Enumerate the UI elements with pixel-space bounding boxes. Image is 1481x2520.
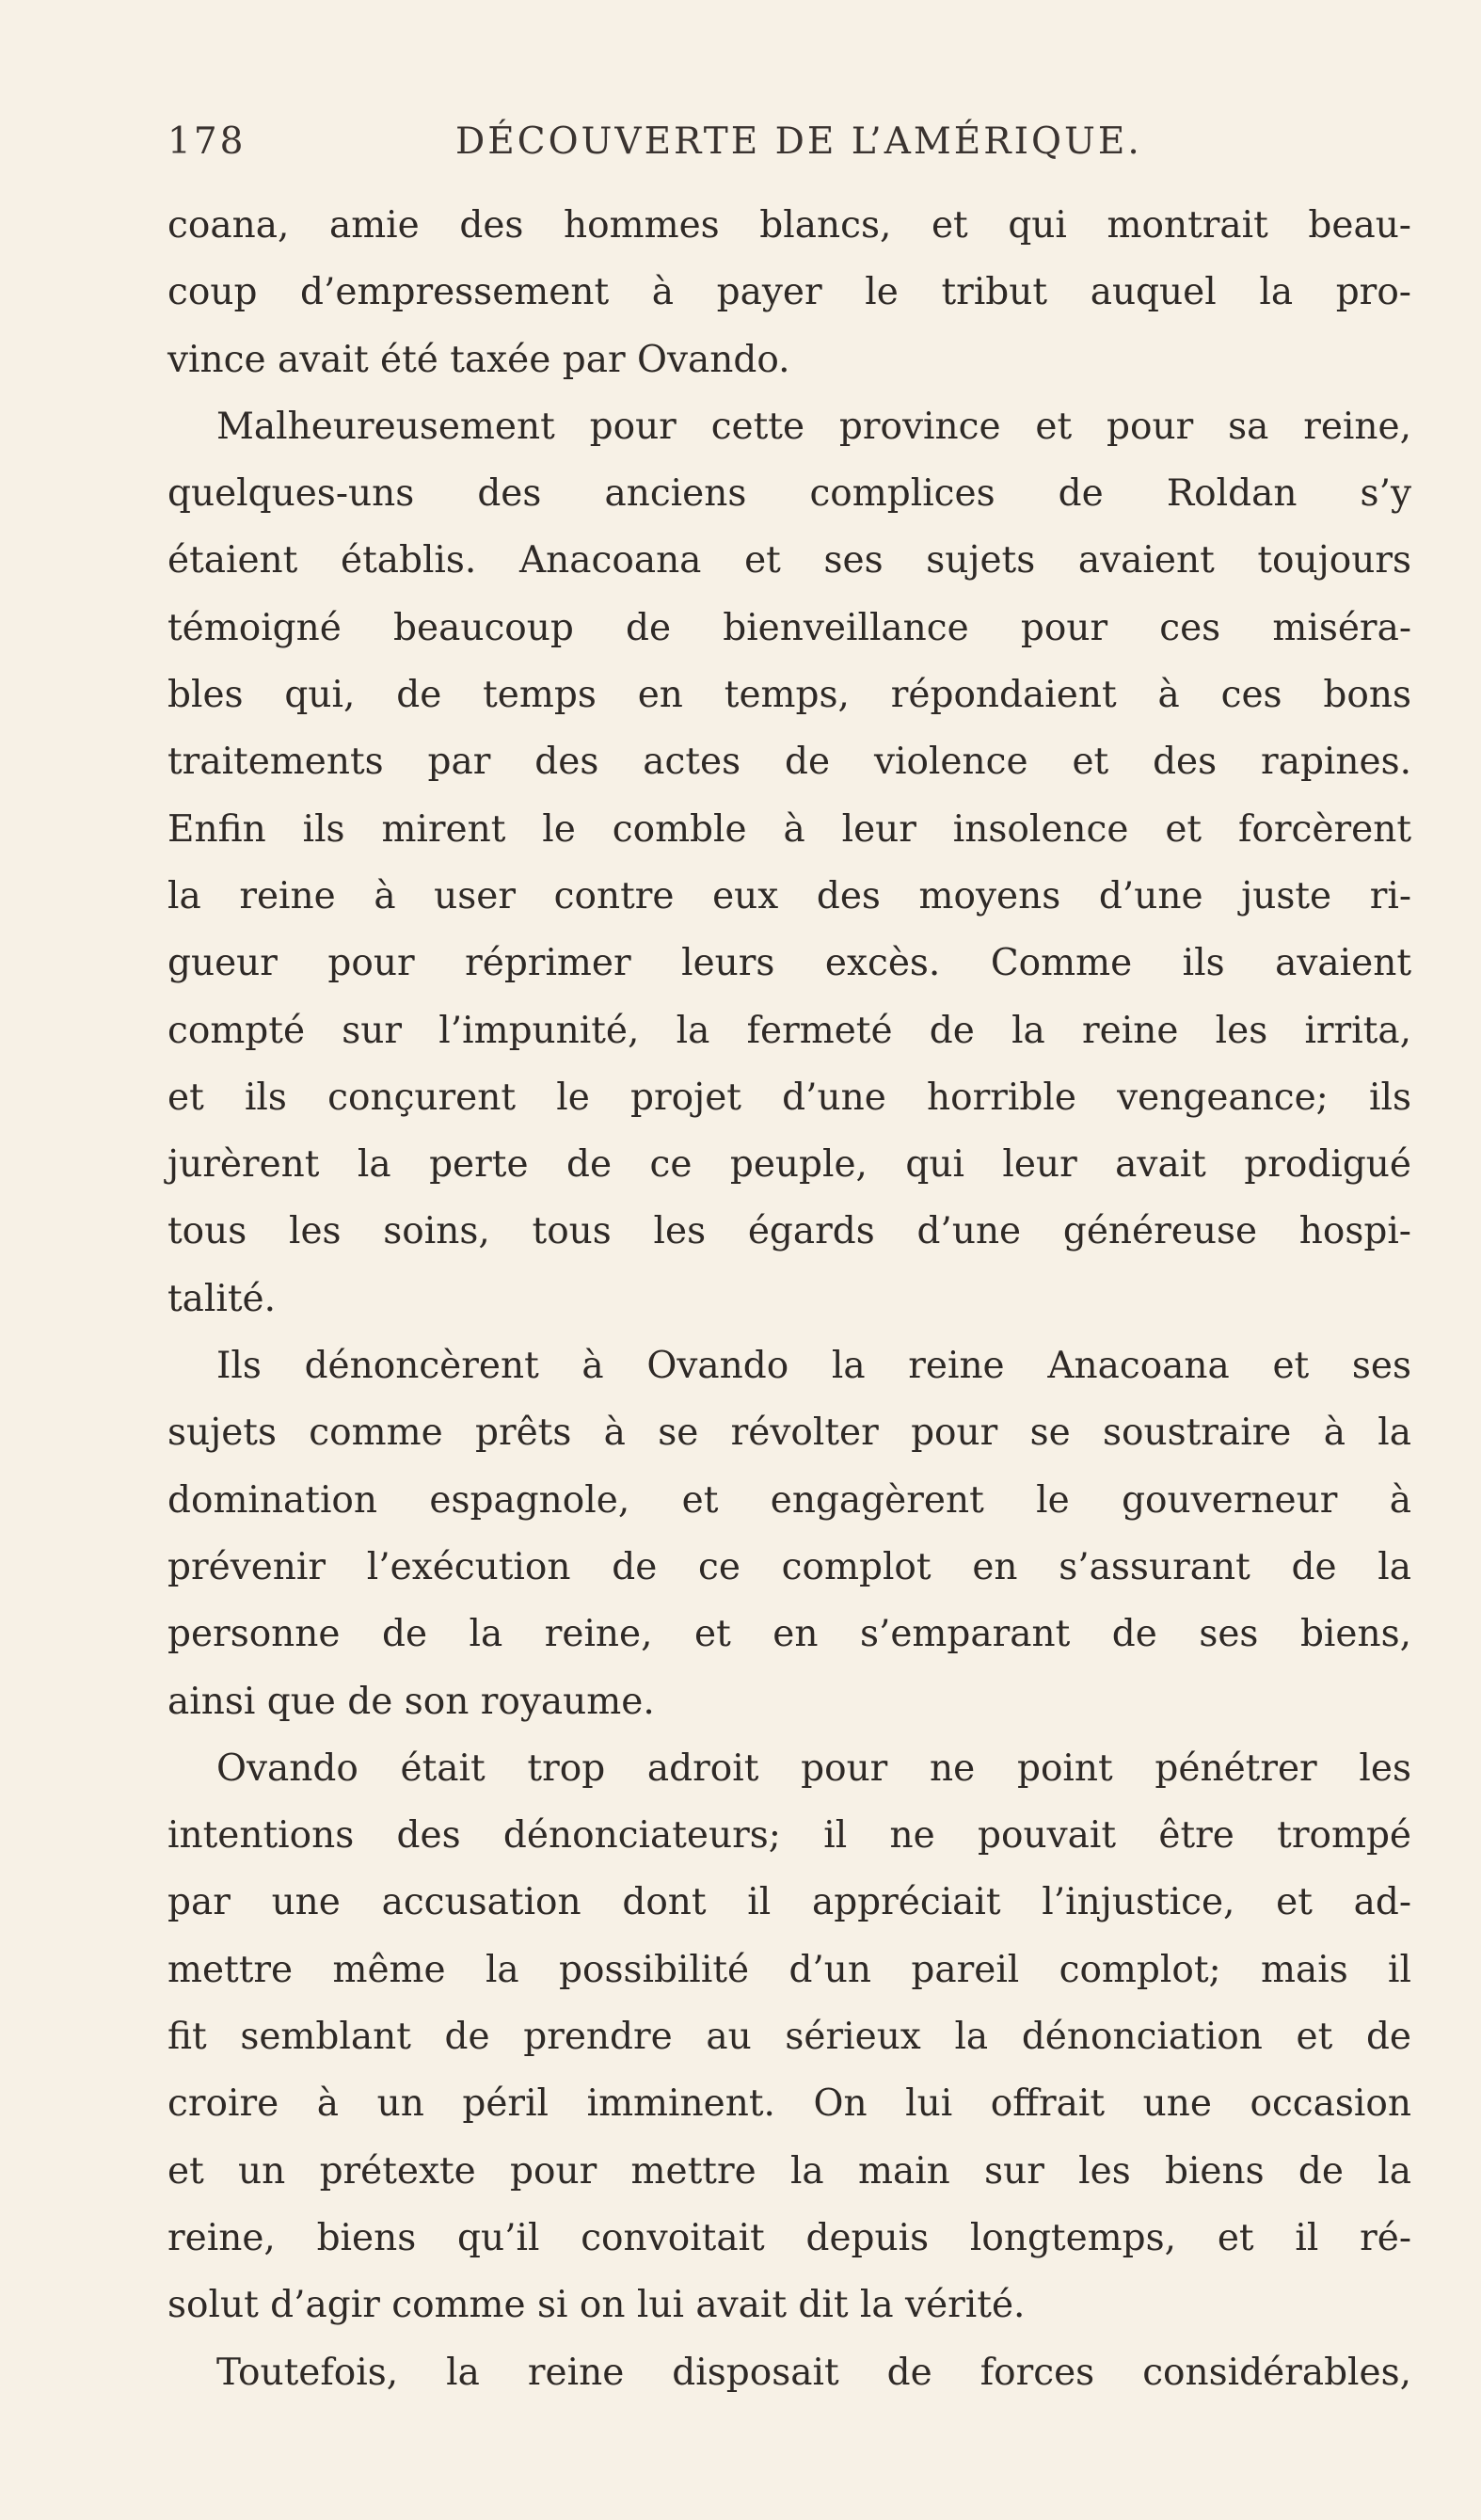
text-line: jurèrent la perte de ce peuple, qui leur avait prodigué	[167, 1143, 1411, 1187]
text-line: fit semblant de prendre au sérieux la dénonciation et de	[167, 2016, 1411, 2059]
text-line: Ovando était trop adroit pour ne point pénétrer les	[216, 1746, 1411, 1790]
text-line: quelques-uns des anciens complices de Roldan s’y	[167, 472, 1411, 516]
text-line: prévenir l’exécution de ce complot en s’assurant de la	[167, 1545, 1411, 1588]
text-line: témoigné beaucoup de bienveillance pour ces miséra-	[167, 606, 1411, 649]
text-line: tous les soins, tous les égards d’une généreuse hospi-	[167, 1210, 1411, 1253]
text-line: coana, amie des hommes blancs, et qui montrait beau-	[167, 204, 1411, 247]
text-line: coup d’empressement à payer le tribut auquel la pro-	[167, 271, 1411, 314]
text-line: Malheureusement pour cette province et pour sa reine,	[216, 405, 1411, 448]
running-title: DÉCOUVERTE DE L’AMÉRIQUE.	[455, 120, 1142, 163]
text-line: ainsi que de son royaume.	[167, 1680, 655, 1723]
page-header	[167, 120, 1411, 166]
text-line: et un prétexte pour mettre la main sur les biens de la	[167, 2149, 1411, 2193]
text-line: croire à un péril imminent. On lui offrait une occasion	[167, 2082, 1411, 2126]
text-line: et ils conçurent le projet d’une horrible vengeance; ils	[167, 1076, 1411, 1119]
text-line: personne de la reine, et en s’emparant de ses biens,	[167, 1613, 1411, 1656]
text-line: étaient établis. Anacoana et ses sujets avaient toujours	[167, 539, 1411, 582]
text-line: vince avait été taxée par Ovando.	[167, 338, 790, 381]
text-line: talité.	[167, 1277, 277, 1320]
text-line: Ils dénoncèrent à Ovando la reine Anacoana et ses	[216, 1345, 1411, 1388]
text-line: gueur pour réprimer leurs excès. Comme ils avaient	[167, 942, 1411, 985]
text-line: Toutefois, la reine disposait de forces considérables,	[216, 2351, 1411, 2394]
text-line: sujets comme prêts à se révolter pour se soustraire à la	[167, 1412, 1411, 1455]
body-text	[167, 192, 1411, 2406]
text-line: domination espagnole, et engagèrent le gouverneur à	[167, 1478, 1411, 1522]
text-line: Enfin ils mirent le comble à leur insolence et forcèrent	[167, 807, 1411, 851]
text-line: mettre même la possibilité d’un pareil complot; mais il	[167, 1948, 1411, 1991]
text-line: par une accusation dont il appréciait l’injustice, et ad-	[167, 1881, 1411, 1924]
text-line: solut d’agir comme si on lui avait dit la vérité.	[167, 2284, 1026, 2327]
page-number: 178	[167, 120, 247, 163]
text-line: la reine à user contre eux des moyens d’une juste ri-	[167, 874, 1411, 917]
text-line: intentions des dénonciateurs; il ne pouvait être trompé	[167, 1814, 1411, 1858]
text-line: reine, biens qu’il convoitait depuis longtemps, et il ré-	[167, 2216, 1411, 2259]
text-line: bles qui, de temps en temps, répondaient à ces bons	[167, 674, 1411, 717]
text-line: compté sur l’impunité, la fermeté de la reine les irrita,	[167, 1009, 1411, 1052]
text-line: traitements par des actes de violence et des rapines.	[167, 741, 1411, 784]
